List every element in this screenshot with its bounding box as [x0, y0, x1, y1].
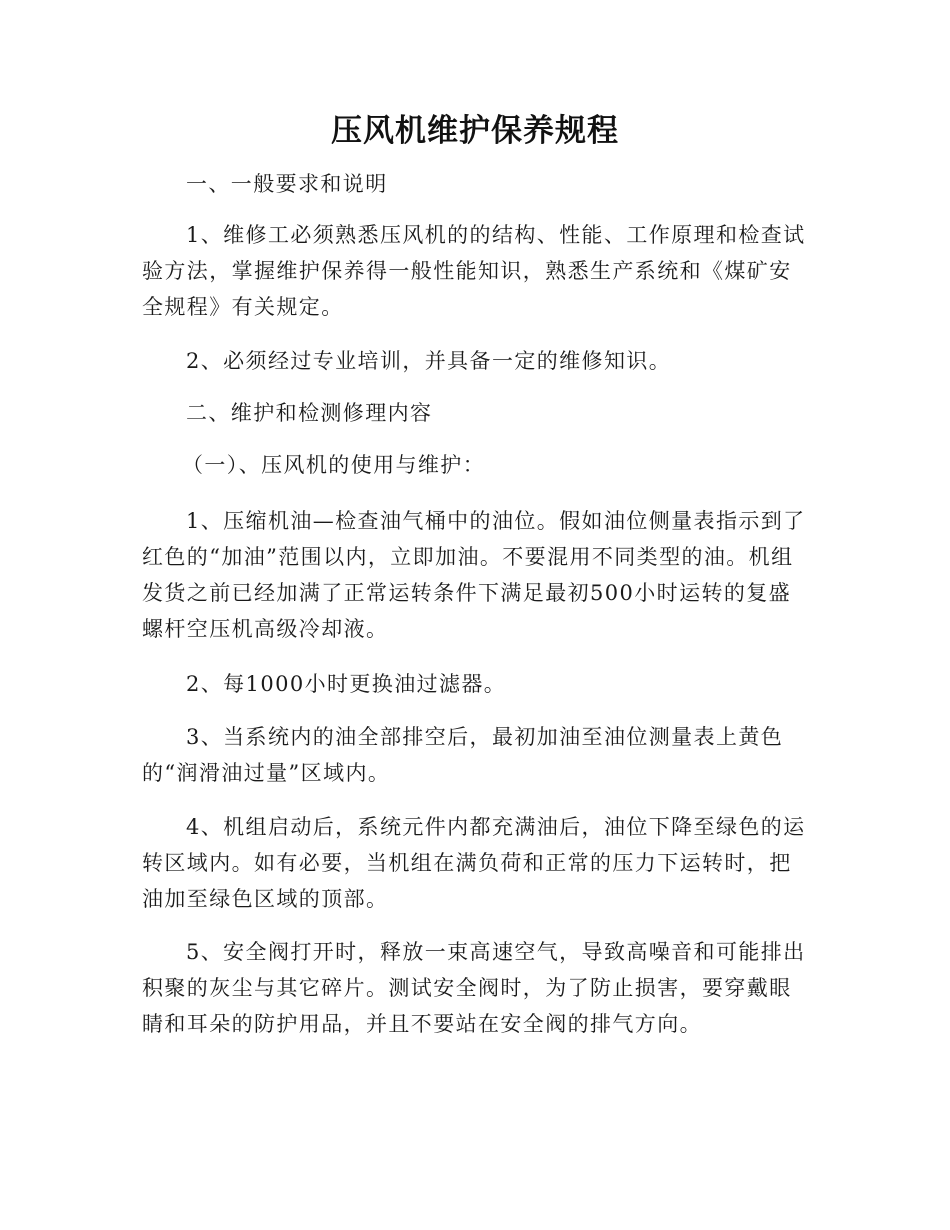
paragraph-requirement-1: 1、维修工必须熟悉压风机的的结构、性能、工作原理和检查试验方法，掌握维护保养得一般性能知识，熟悉生产系统和《煤矿安全规程》有关规定。	[142, 223, 806, 319]
paragraph-item-3: 3、当系统内的油全部排空后，最初加油至油位测量表上黄色的“润滑油过量”区域内。	[142, 725, 784, 785]
paragraph-requirement-2: 2、必须经过专业培训，并具备一定的维修知识。	[186, 349, 672, 373]
paragraph-item-5: 5、安全阀打开时，释放一束高速空气，导致高噪音和可能排出积聚的灰尘与其它碎片。测试安全阀时，为了防止损害，要穿戴眼睛和耳朵的防护用品，并且不要站在安全阀的排气方向。	[142, 940, 806, 1036]
paragraph-item-2: 2、每1000小时更换油过滤器。	[186, 672, 507, 696]
section-heading-maintenance: 二、维护和检测修理内容	[186, 401, 433, 425]
paragraph-item-4: 4、机组启动后，系统元件内都充满油后，油位下降至绿色的运转区域内。如有必要，当机组在满负荷和正常的压力下运转时，把油加至绿色区域的顶部。	[142, 815, 806, 911]
subsection-heading-usage: （一）、压风机的使用与维护：	[182, 453, 486, 477]
paragraph-item-1: 1、压缩机油—检查油气桶中的油位。假如油位侧量表指示到了红色的“加油”范围以内，立即加油。不要混用不同类型的油。机组发货之前已经加满了正常运转条件下满足最初500小时运转的复盛螺杆空压机高级冷却液。	[142, 509, 806, 641]
document-title: 压风机维护保养规程	[331, 113, 619, 149]
section-heading-general: 一、一般要求和说明	[186, 172, 388, 196]
